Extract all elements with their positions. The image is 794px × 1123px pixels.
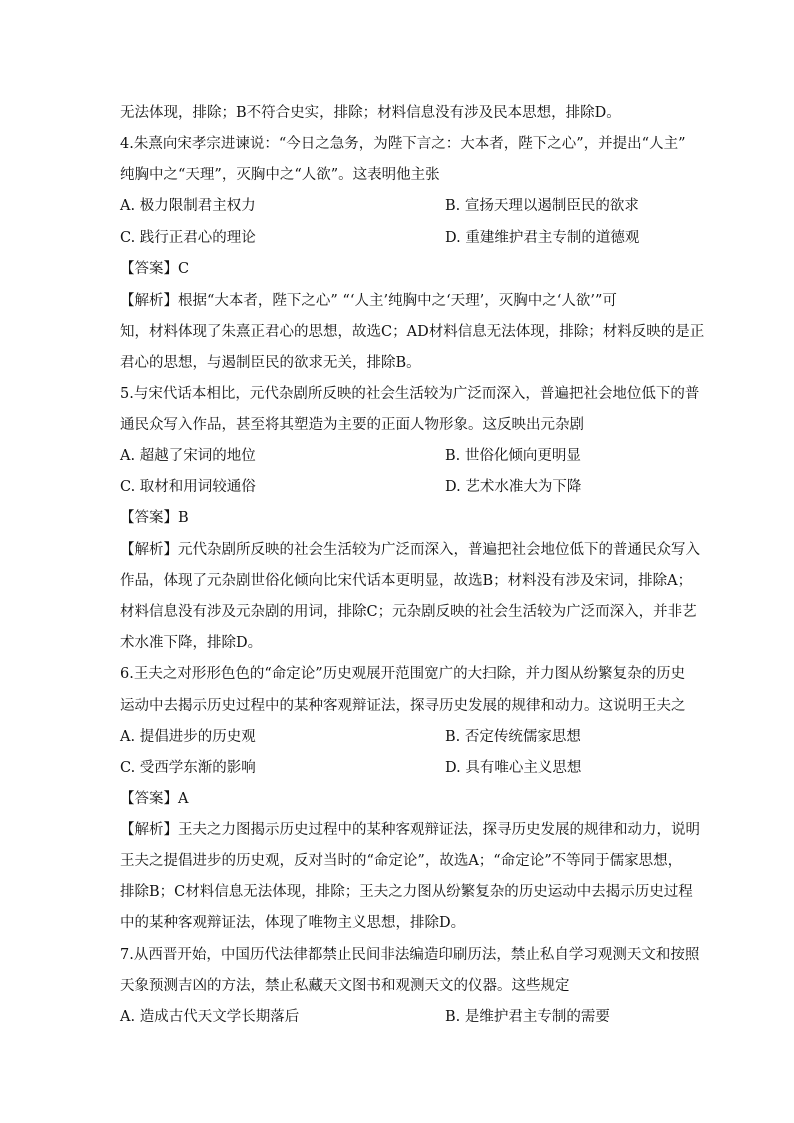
- q6-analysis: 【解析】王夫之力图揭示历史过程中的某种客观辩证法，探寻历史发展的规律和动力，说明: [120, 822, 700, 838]
- question-7-stem: 天象预测吉凶的方法，禁止私藏天文图书和观测天文的仪器。这些规定: [120, 978, 570, 994]
- question-7-stem: 7.从西晋开始，中国历代法律都禁止民间非法编造印刷历法，禁止私自学习观测天文和按照: [120, 947, 700, 963]
- q4-analysis: 知，材料体现了朱熹正君心的思想，故选C；AD材料信息无法体现，排除；材料反映的是正: [120, 324, 705, 340]
- q4-answer: 【答案】C: [120, 261, 190, 277]
- q4-analysis: 【解析】根据“大本者，陛下之心” “‘人主’纯胸中之‘天理’，灭胸中之‘人欲’”可: [120, 293, 617, 309]
- q6-option-c: C. 受西学东渐的影响: [120, 760, 256, 776]
- q5-option-c: C. 取材和用词较通俗: [120, 479, 256, 495]
- q5-option-a: A. 超越了宋词的地位: [120, 448, 256, 464]
- q4-option-a: A. 极力限制君主权力: [120, 198, 256, 214]
- q4-option-b: B. 宣扬天理以遏制臣民的欲求: [445, 198, 639, 214]
- text-line: 无法体现，排除；B不符合史实，排除；材料信息没有涉及民本思想，排除D。: [120, 105, 621, 121]
- q5-analysis: 材料信息没有涉及元杂剧的用词，排除C；元杂剧反映的社会生活较为广泛而深入，并非艺: [120, 604, 697, 620]
- q4-option-c: C. 践行正君心的理论: [120, 230, 256, 246]
- q5-analysis: 术水准下降，排除D。: [120, 635, 263, 651]
- question-5-stem: 通民众写入作品，甚至将其塑造为主要的正面人物形象。这反映出元杂剧: [120, 417, 584, 433]
- q6-analysis: 排除B；C材料信息无法体现，排除；王夫之力图从纷繁复杂的历史运动中去揭示历史过程: [120, 884, 693, 900]
- question-4-stem: 4.朱熹向宋孝宗进谏说：“今日之急务，为陛下言之：大本者，陛下之心”，并提出“人主”: [120, 136, 686, 152]
- question-6-stem: 运动中去揭示历史过程中的某种客观辩证法，探寻历史发展的规律和动力。这说明王夫之: [120, 698, 686, 714]
- q6-option-b: B. 否定传统儒家思想: [445, 729, 581, 745]
- q5-option-b: B. 世俗化倾向更明显: [445, 448, 581, 464]
- q5-analysis: 作品，体现了元杂剧世俗化倾向比宋代话本更明显，故选B；材料没有涉及宋词，排除A；: [120, 573, 693, 589]
- q6-analysis: 王夫之提倡进步的历史观，反对当时的“命定论”，故选A；“命定论”不等同于儒家思想，: [120, 853, 683, 869]
- q5-analysis: 【解析】元代杂剧所反映的社会生活较为广泛而深入，普遍把社会地位低下的普通民众写入: [120, 542, 700, 558]
- q6-option-d: D. 具有唯心主义思想: [445, 760, 582, 776]
- q6-option-a: A. 提倡进步的历史观: [120, 729, 256, 745]
- q4-analysis: 君心的思想，与遏制臣民的欲求无关，排除B。: [120, 355, 421, 371]
- q4-option-d: D. 重建维护君主专制的道德观: [445, 230, 640, 246]
- q6-answer: 【答案】A: [120, 791, 189, 807]
- q5-option-d: D. 艺术水准大为下降: [445, 479, 582, 495]
- question-5-stem: 5.与宋代话本相比，元代杂剧所反映的社会生活较为广泛而深入，普遍把社会地位低下的普: [120, 386, 700, 402]
- question-6-stem: 6.王夫之对形形色色的“命定论”历史观展开范围宽广的大扫除，并力图从纷繁复杂的历史: [120, 666, 686, 682]
- q7-option-b: B. 是维护君主专制的需要: [445, 1009, 610, 1025]
- question-4-stem: 纯胸中之“天理”，灭胸中之“人欲”。这表明他主张: [120, 167, 440, 183]
- q6-analysis: 中的某种客观辩证法，体现了唯物主义思想，排除D。: [120, 915, 466, 931]
- q5-answer: 【答案】B: [120, 510, 189, 526]
- q7-option-a: A. 造成古代天文学长期落后: [120, 1009, 300, 1025]
